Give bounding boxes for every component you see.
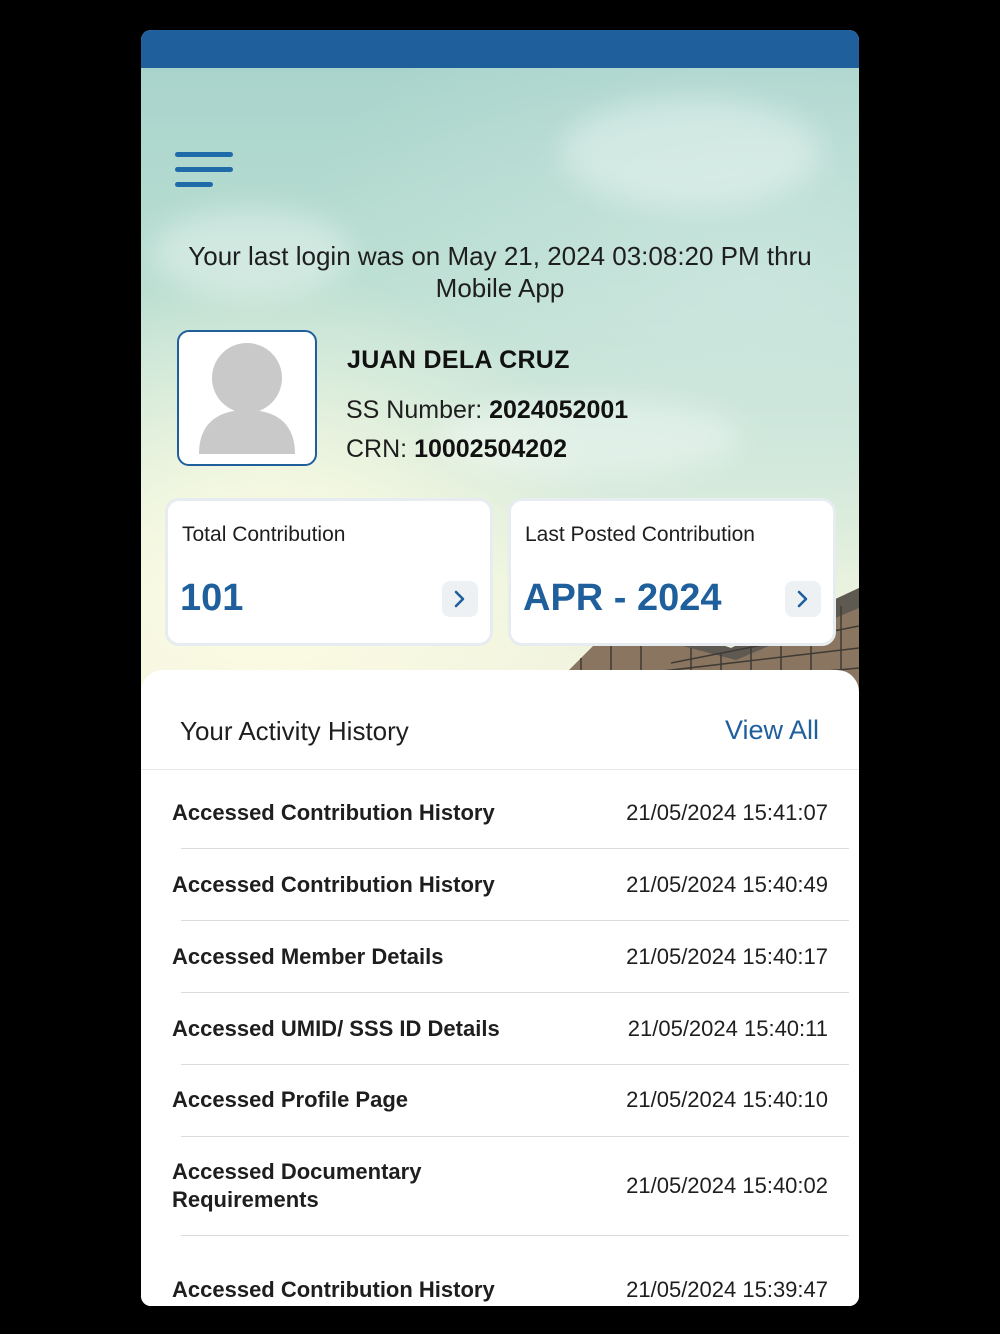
divider bbox=[141, 769, 859, 770]
cloud-decoration bbox=[561, 98, 821, 208]
user-silhouette-icon bbox=[179, 332, 315, 464]
divider bbox=[181, 1064, 849, 1065]
ss-number-label: SS Number: bbox=[346, 396, 483, 424]
crn-label: CRN: bbox=[346, 435, 408, 463]
activity-timestamp: 21/05/2024 15:40:49 bbox=[626, 872, 828, 897]
activity-timestamp: 21/05/2024 15:40:10 bbox=[626, 1087, 828, 1112]
avatar bbox=[177, 330, 317, 466]
chevron-right-icon[interactable] bbox=[442, 581, 478, 617]
divider bbox=[181, 848, 849, 849]
last-posted-contribution-card[interactable] bbox=[508, 498, 836, 646]
hamburger-menu-icon[interactable] bbox=[175, 148, 237, 192]
mobile-screen bbox=[141, 30, 859, 1306]
divider bbox=[181, 1235, 849, 1236]
last-login-text: Your last login was on May 21, 2024 03:08:20 PM thru Mobile App bbox=[188, 241, 812, 303]
activity-timestamp: 21/05/2024 15:40:02 bbox=[626, 1173, 828, 1198]
activity-label: Accessed Documentary Requirements bbox=[172, 1159, 422, 1212]
activity-timestamp: 21/05/2024 15:39:47 bbox=[626, 1277, 828, 1302]
chevron-right-icon[interactable] bbox=[785, 581, 821, 617]
activity-label: Accessed Member Details bbox=[172, 944, 444, 969]
card-value: 101 bbox=[180, 577, 244, 619]
activity-label: Accessed UMID/ SSS ID Details bbox=[172, 1016, 500, 1041]
activity-timestamp: 21/05/2024 15:40:17 bbox=[626, 944, 828, 969]
view-all-link[interactable]: View All bbox=[724, 715, 819, 745]
status-bar bbox=[141, 30, 859, 68]
ss-number-row bbox=[346, 396, 628, 425]
crn-value: 10002504202 bbox=[414, 435, 568, 463]
crn-row bbox=[346, 435, 567, 464]
activity-label: Accessed Contribution History bbox=[172, 800, 495, 825]
ss-number-value: 2024052001 bbox=[489, 396, 629, 424]
total-contribution-card[interactable] bbox=[165, 498, 493, 646]
card-title: Last Posted Contribution bbox=[525, 523, 755, 546]
activity-timestamp: 21/05/2024 15:40:11 bbox=[627, 1016, 828, 1041]
activity-history-title: Your Activity History bbox=[180, 716, 409, 746]
divider bbox=[181, 920, 849, 921]
divider bbox=[181, 1136, 849, 1137]
activity-timestamp: 21/05/2024 15:41:07 bbox=[626, 800, 828, 825]
divider bbox=[181, 992, 849, 993]
hero-banner bbox=[141, 68, 859, 708]
activity-label: Accessed Contribution History bbox=[172, 1277, 495, 1302]
card-title: Total Contribution bbox=[182, 523, 346, 546]
activity-history-panel bbox=[141, 670, 859, 1306]
activity-label: Accessed Contribution History bbox=[172, 872, 495, 897]
card-value: APR - 2024 bbox=[523, 577, 722, 619]
member-name: JUAN DELA CRUZ bbox=[347, 346, 570, 374]
activity-label: Accessed Profile Page bbox=[172, 1087, 409, 1112]
